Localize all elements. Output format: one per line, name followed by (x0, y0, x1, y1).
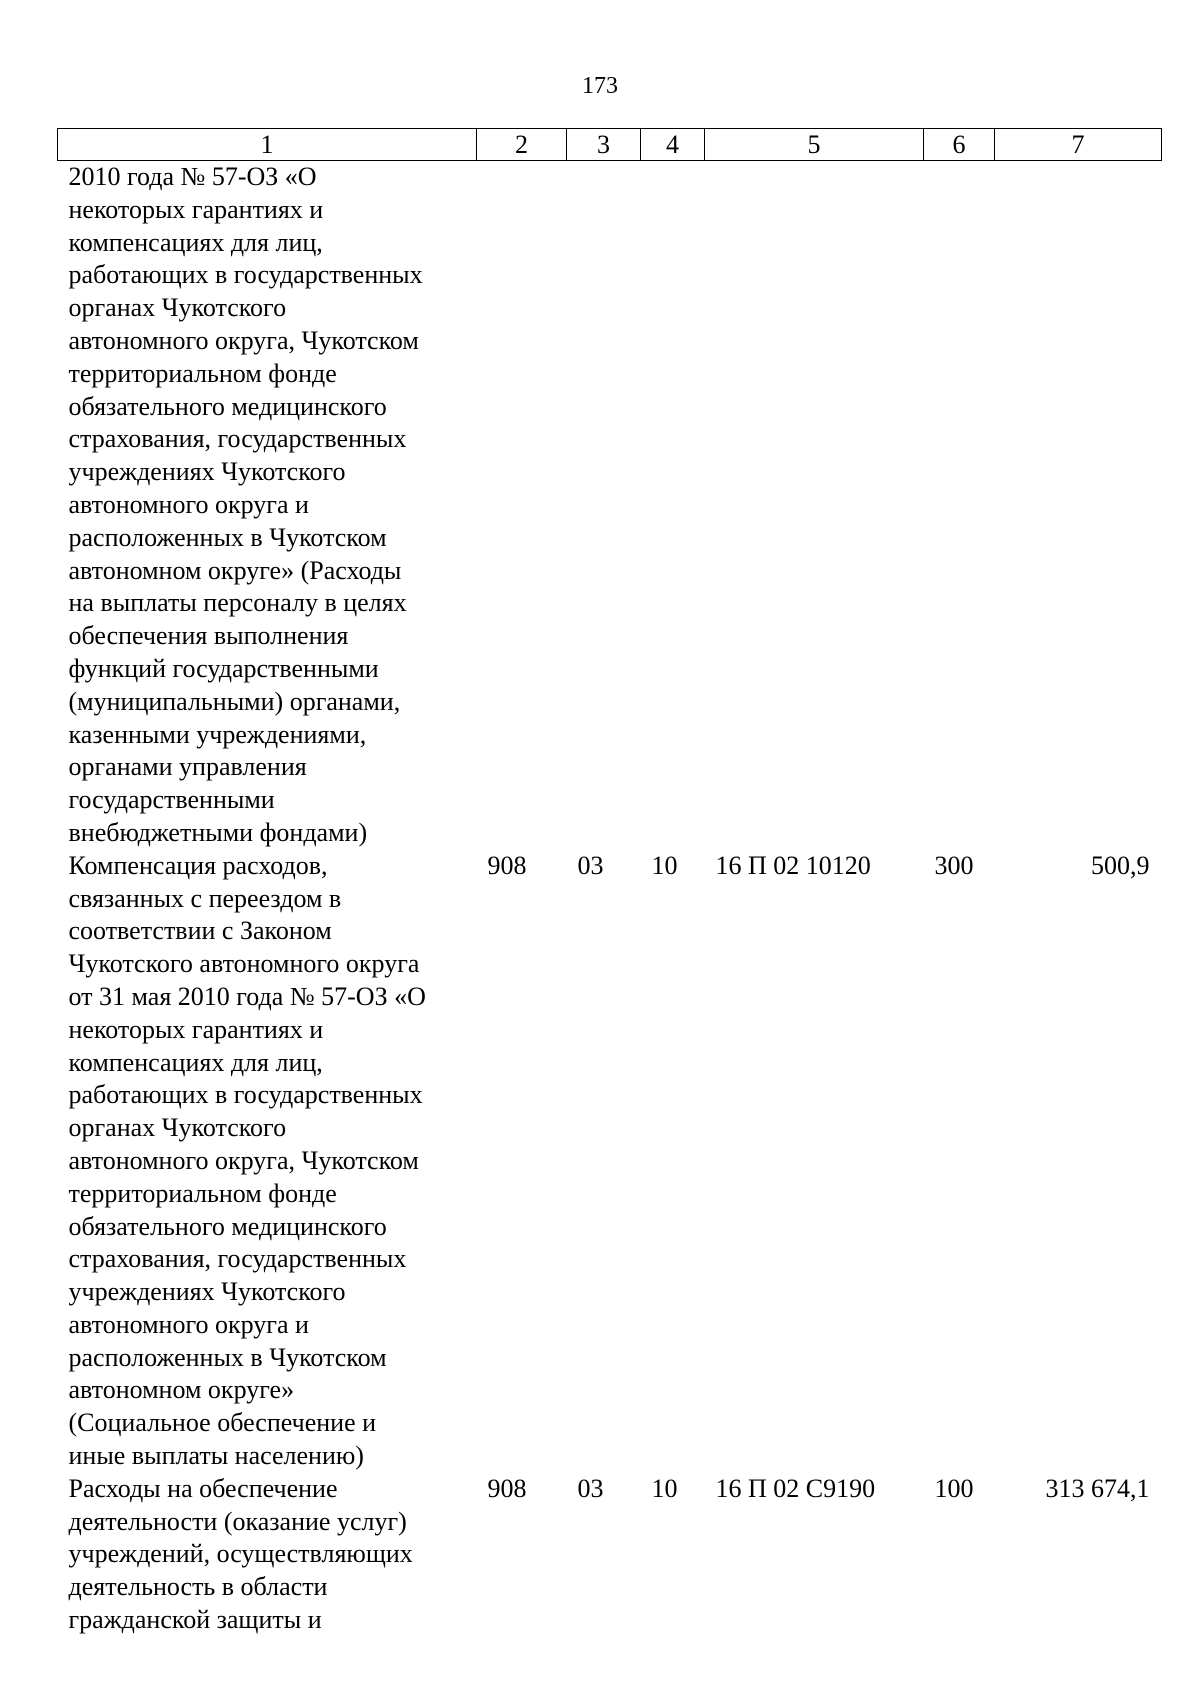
row-description (58, 1473, 477, 1637)
description-line: соответствии с Законом (68, 916, 332, 946)
description-line: на выплаты персоналу в целях (68, 588, 407, 618)
row-description (58, 850, 477, 1473)
row-section-code (567, 161, 641, 850)
row-amount (995, 161, 1162, 850)
description-line: автономном округе» (Расходы (68, 555, 402, 585)
table-body (58, 161, 1162, 1637)
description-line: органами управления (68, 752, 307, 782)
description-line: обязательного медицинского (68, 391, 387, 421)
description-line: автономном округе» (68, 1375, 295, 1405)
description-line: иные выплаты населению) (68, 1441, 364, 1471)
row-target-article: 16 П 02 С9190 (715, 1473, 876, 1503)
header-col-3: 3 (567, 129, 641, 161)
description-line: автономного округа, Чукотском (68, 325, 419, 355)
description-line: некоторых гарантиях и (68, 1014, 324, 1044)
description-line: от 31 мая 2010 года № 57-ОЗ «О (68, 981, 426, 1011)
description-line: органах Чукотского (68, 1113, 287, 1143)
row-section-code: 03 (577, 850, 604, 880)
row-description (58, 161, 477, 850)
description-line: расположенных в Чукотском (68, 1342, 387, 1372)
row-section-code: 03 (577, 1473, 604, 1503)
row-ministry-code (477, 161, 567, 850)
description-line: учреждениях Чукотского (68, 1277, 346, 1307)
row-expense-type: 100 (934, 1473, 974, 1503)
header-col-6: 6 (924, 129, 995, 161)
row-target-article: 16 П 02 10120 (715, 850, 871, 880)
header-col-7: 7 (995, 129, 1162, 161)
description-line: автономного округа и (68, 489, 309, 519)
row-ministry-code: 908 (487, 1473, 527, 1503)
description-line: деятельности (оказание услуг) (68, 1506, 407, 1536)
budget-table (57, 128, 1162, 1637)
table-row (58, 161, 1162, 850)
description-line: учреждениях Чукотского (68, 457, 346, 487)
description-line: деятельность в области (68, 1572, 328, 1602)
row-amount: 313 674,1 (1045, 1473, 1150, 1503)
description-line: казенными учреждениями, (68, 719, 367, 749)
description-line: государственными (68, 785, 275, 815)
description-line: страхования, государственных (68, 1244, 407, 1274)
row-subsection-code (641, 161, 705, 850)
description-line: учреждений, осуществляющих (68, 1539, 413, 1569)
row-target-article (705, 161, 924, 850)
header-col-5: 5 (705, 129, 924, 161)
description-line: компенсациях для лиц, (68, 1047, 323, 1077)
header-col-2: 2 (477, 129, 567, 161)
description-line: страхования, государственных (68, 424, 407, 454)
description-line: внебюджетными фондами) (68, 817, 368, 847)
row-amount: 500,9 (1091, 850, 1150, 880)
description-line: некоторых гарантиях и (68, 194, 324, 224)
table-row (58, 1473, 1162, 1637)
header-col-1: 1 (58, 129, 477, 161)
row-ministry-code: 908 (487, 850, 527, 880)
description-line: расположенных в Чукотском (68, 522, 387, 552)
row-expense-type (924, 161, 995, 850)
table-header-row (58, 129, 1162, 161)
description-line: 2010 года № 57-ОЗ «О (68, 162, 317, 191)
description-line: работающих в государственных (68, 260, 423, 290)
description-line: Чукотского автономного округа (68, 949, 420, 979)
description-line: территориальном фонде (68, 358, 337, 388)
description-line: Компенсация расходов, (68, 850, 328, 880)
description-line: автономного округа, Чукотском (68, 1145, 419, 1175)
description-line: территориальном фонде (68, 1178, 337, 1208)
description-line: обеспечения выполнения (68, 621, 349, 651)
description-line: работающих в государственных (68, 1080, 423, 1110)
description-line: Расходы на обеспечение (68, 1473, 338, 1503)
description-line: автономного округа и (68, 1309, 309, 1339)
description-line: (Социальное обеспечение и (68, 1408, 377, 1438)
description-line: обязательного медицинского (68, 1211, 387, 1241)
header-col-4: 4 (641, 129, 705, 161)
description-line: функций государственными (68, 653, 379, 683)
page-number: 173 (582, 73, 618, 99)
table-row (58, 850, 1162, 1473)
row-expense-type: 300 (934, 850, 974, 880)
description-line: (муниципальными) органами, (68, 686, 401, 716)
description-line: связанных с переездом в (68, 883, 342, 913)
row-subsection-code: 10 (651, 850, 678, 880)
row-subsection-code: 10 (651, 1473, 678, 1503)
description-line: компенсациях для лиц, (68, 227, 323, 257)
description-line: гражданской защиты и (68, 1605, 322, 1635)
description-line: органах Чукотского (68, 293, 287, 323)
